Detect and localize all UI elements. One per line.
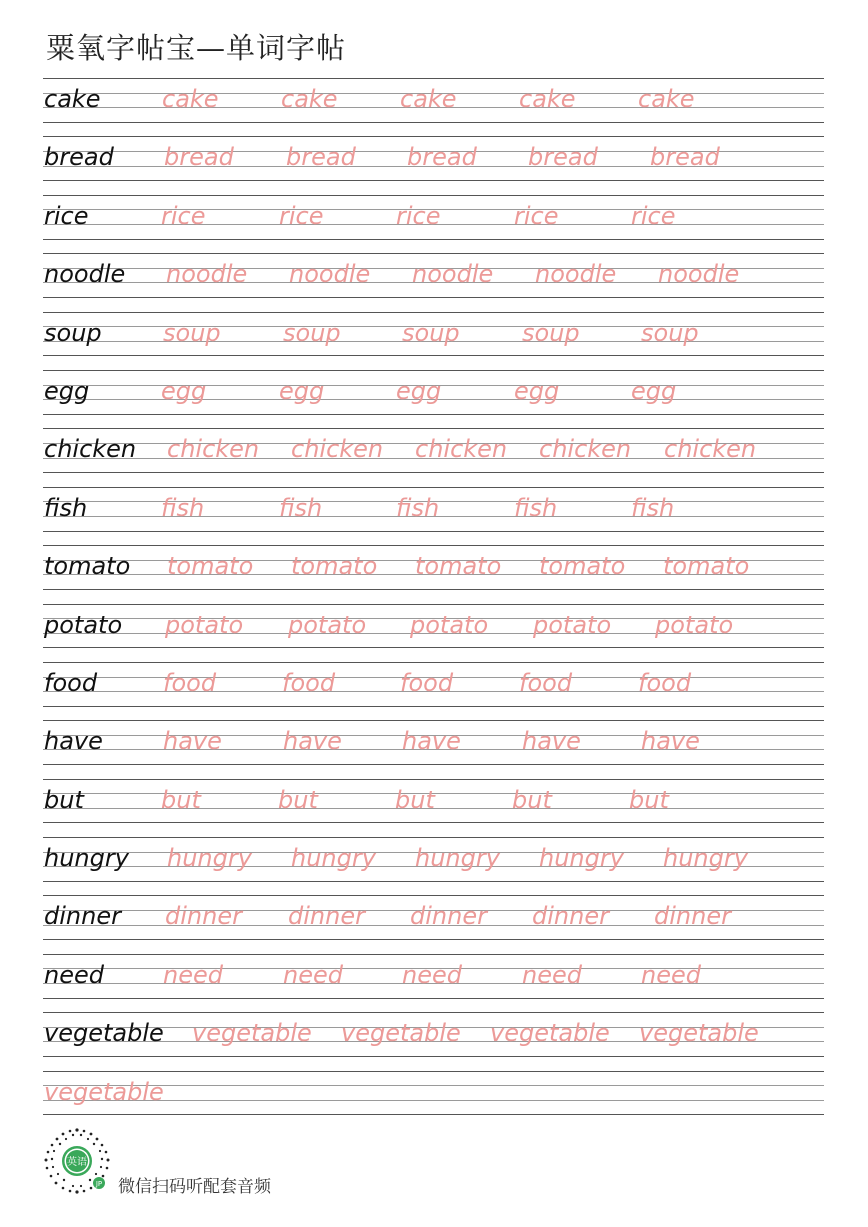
practice-row — [43, 195, 824, 253]
rule-line — [43, 1056, 824, 1057]
rule-line — [43, 837, 824, 838]
trace-word: bread — [164, 143, 234, 172]
trace-word: bread — [528, 143, 598, 172]
model-word: but — [44, 785, 84, 814]
trace-word: have — [163, 727, 222, 756]
trace-word: hungry — [415, 844, 500, 873]
trace-word: chicken — [415, 435, 508, 464]
trace-word: food — [638, 668, 692, 697]
rule-line — [43, 180, 824, 181]
rule-line — [43, 428, 824, 429]
rule-line — [43, 779, 824, 780]
rule-line — [43, 531, 824, 532]
rule-line — [43, 998, 824, 999]
trace-word: have — [283, 727, 342, 756]
rule-line — [43, 414, 824, 415]
practice-row — [43, 720, 824, 778]
rule-line — [43, 720, 824, 721]
model-word: soup — [44, 318, 102, 347]
model-word: tomato — [44, 552, 131, 581]
trace-word: but — [629, 785, 669, 814]
rule-line — [43, 822, 824, 823]
practice-row — [43, 1012, 824, 1070]
practice-row — [43, 312, 824, 370]
trace-word: potato — [533, 610, 612, 639]
rule-line — [43, 1012, 824, 1013]
trace-word: bread — [286, 143, 356, 172]
rule-line — [43, 136, 824, 137]
trace-word: chicken — [167, 435, 260, 464]
trace-word: need — [163, 960, 223, 989]
trace-word: need — [522, 960, 582, 989]
trace-word: need — [641, 960, 701, 989]
trace-word: vegetable — [192, 1019, 312, 1048]
trace-word: noodle — [535, 260, 617, 289]
model-word: need — [44, 960, 104, 989]
bottom-rule-line — [43, 1114, 824, 1115]
trace-word: dinner — [654, 902, 731, 931]
trace-word: egg — [161, 376, 207, 405]
rule-line — [43, 895, 824, 896]
rule-line — [43, 662, 824, 663]
practice-row — [43, 78, 824, 136]
trace-word: fish — [631, 493, 675, 522]
practice-row — [43, 954, 824, 1012]
model-word: vegetable — [44, 1019, 164, 1048]
trace-word: rice — [396, 201, 441, 230]
trace-word: soup — [522, 318, 580, 347]
trace-word: vegetable — [44, 1077, 164, 1106]
trace-word: rice — [279, 201, 324, 230]
trace-word: vegetable — [639, 1019, 759, 1048]
trace-word: potato — [165, 610, 244, 639]
trace-word: hungry — [663, 844, 748, 873]
rule-line — [43, 370, 824, 371]
trace-word: cake — [281, 85, 338, 113]
trace-word: but — [512, 785, 552, 814]
practice-row — [43, 136, 824, 194]
trace-word: chicken — [664, 435, 757, 464]
worksheet — [43, 78, 824, 1129]
rule-line — [43, 881, 824, 882]
rule-line — [43, 954, 824, 955]
rule-line — [43, 589, 824, 590]
trace-word: need — [283, 960, 343, 989]
trace-word: have — [522, 727, 581, 756]
page-title: 粟氧字帖宝—单词字帖 — [46, 31, 347, 65]
trace-word: dinner — [410, 902, 487, 931]
trace-word: but — [161, 785, 201, 814]
trace-word: fish — [396, 493, 440, 522]
trace-word: potato — [288, 610, 367, 639]
rule-line — [43, 706, 824, 707]
rule-line — [43, 604, 824, 605]
footer — [40, 1126, 440, 1206]
trace-word: tomato — [291, 552, 378, 581]
practice-row — [43, 487, 824, 545]
trace-word: noodle — [658, 260, 740, 289]
model-word: have — [44, 727, 103, 756]
rule-line — [43, 939, 824, 940]
practice-row — [43, 370, 824, 428]
trace-word: soup — [163, 318, 221, 347]
trace-word: rice — [514, 201, 559, 230]
trace-word: vegetable — [490, 1019, 610, 1048]
trace-word: cake — [519, 85, 576, 113]
rule-line — [43, 487, 824, 488]
trace-word: fish — [514, 493, 558, 522]
model-word: food — [44, 668, 98, 697]
trace-word: hungry — [167, 844, 252, 873]
trace-word: have — [402, 727, 461, 756]
trace-word: egg — [514, 376, 560, 405]
trace-word: cake — [162, 85, 219, 113]
trace-word: cake — [638, 85, 695, 113]
trace-word: food — [400, 668, 454, 697]
rule-line — [43, 239, 824, 240]
trace-word: egg — [396, 376, 442, 405]
model-word: cake — [44, 85, 101, 113]
practice-row — [43, 428, 824, 486]
rule-line — [43, 312, 824, 313]
model-word: dinner — [44, 902, 121, 931]
trace-word: but — [278, 785, 318, 814]
trace-word: potato — [410, 610, 489, 639]
trace-word: tomato — [663, 552, 750, 581]
model-word: chicken — [44, 435, 137, 464]
trace-word: have — [641, 727, 700, 756]
model-word: egg — [44, 376, 90, 405]
rule-line — [43, 122, 824, 123]
rule-line — [43, 1071, 824, 1072]
trace-word: tomato — [415, 552, 502, 581]
model-word: hungry — [44, 844, 129, 873]
practice-row — [43, 604, 824, 662]
trace-word: noodle — [289, 260, 371, 289]
rule-line — [43, 297, 824, 298]
practice-row — [43, 1071, 824, 1129]
practice-row — [43, 895, 824, 953]
model-word: potato — [44, 610, 123, 639]
trace-word: rice — [631, 201, 676, 230]
rule-line — [43, 355, 824, 356]
trace-word: tomato — [167, 552, 254, 581]
trace-word: fish — [279, 493, 323, 522]
trace-word: food — [519, 668, 573, 697]
trace-word: bread — [650, 143, 720, 172]
trace-word: rice — [161, 201, 206, 230]
trace-word: food — [163, 668, 217, 697]
footer-caption: 微信扫码听配套音频 — [118, 1177, 271, 1197]
trace-word: bread — [407, 143, 477, 172]
practice-row — [43, 779, 824, 837]
trace-word: egg — [279, 376, 325, 405]
trace-word: soup — [283, 318, 341, 347]
trace-word: fish — [161, 493, 205, 522]
trace-word: hungry — [291, 844, 376, 873]
practice-row — [43, 837, 824, 895]
model-word: noodle — [44, 260, 126, 289]
trace-word: food — [282, 668, 336, 697]
trace-word: cake — [400, 85, 457, 113]
trace-word: potato — [655, 610, 734, 639]
practice-row — [43, 545, 824, 603]
trace-word: dinner — [288, 902, 365, 931]
model-word: bread — [44, 143, 114, 172]
rule-line — [43, 764, 824, 765]
trace-word: need — [402, 960, 462, 989]
trace-word: vegetable — [341, 1019, 461, 1048]
trace-word: soup — [402, 318, 460, 347]
model-word: rice — [44, 201, 89, 230]
trace-word: dinner — [165, 902, 242, 931]
rule-line — [43, 253, 824, 254]
trace-word: egg — [631, 376, 677, 405]
rule-line — [43, 195, 824, 196]
rule-line — [43, 472, 824, 473]
rule-line — [43, 647, 824, 648]
model-word: fish — [44, 493, 88, 522]
trace-word: chicken — [539, 435, 632, 464]
trace-word: tomato — [539, 552, 626, 581]
trace-word: soup — [641, 318, 699, 347]
trace-word: chicken — [291, 435, 384, 464]
trace-word: but — [395, 785, 435, 814]
qr-badge-text: 英语 — [67, 1157, 87, 1168]
practice-row — [43, 253, 824, 311]
trace-word: noodle — [166, 260, 248, 289]
qr-code-icon[interactable] — [42, 1126, 112, 1196]
qr-corner-text: JP — [95, 1180, 103, 1188]
trace-word: dinner — [532, 902, 609, 931]
rule-line — [43, 545, 824, 546]
trace-word: hungry — [539, 844, 624, 873]
rule-line — [43, 78, 824, 79]
trace-word: noodle — [412, 260, 494, 289]
practice-row — [43, 662, 824, 720]
